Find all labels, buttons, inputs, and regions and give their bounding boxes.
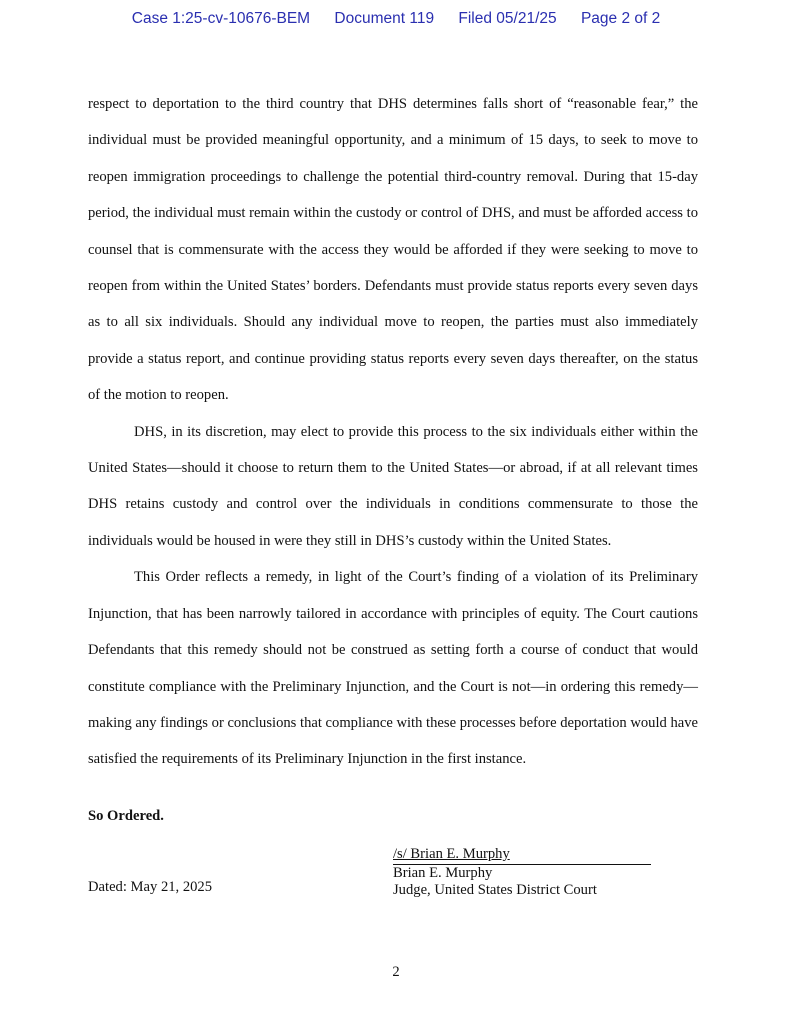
document-number: Document 119 — [334, 10, 435, 27]
dated-line: Dated: May 21, 2025 — [88, 879, 213, 895]
electronic-signature: /s/ Brian E. Murphy — [393, 846, 651, 865]
so-ordered: So Ordered. — [88, 808, 164, 824]
filed-date: Filed 05/21/25 — [458, 10, 557, 27]
paragraph-remedy: This Order reflects a remedy, in light of the Court’s finding of a violation of its Preliminary Injunction, that has been narrowly tailored in accordance with principles of equity. The Court cautions Defendants that this remedy should not be construed as setting forth a course of conduct that would constitute compliance with the Preliminary Injunction, and the Court is not—in ordering this remedy—making any findings or conclusions that compliance with these processes before deportation would have satisfied the requirements of its Preliminary Injunction in the first instance. — [88, 569, 698, 768]
judge-title: Judge, United States District Court — [393, 882, 597, 898]
case-number: Case 1:25-cv-10676-BEM — [131, 10, 311, 27]
paragraph-dhs-discretion: DHS, in its discretion, may elect to provide this process to the six individuals either within the United States—should it choose to return them to the United States—or abroad, if at all relevant times DHS retains custody and control over the individuals in conditions commensurate to those the individuals would be housed in were they still in DHS’s custody within the United States. — [88, 423, 698, 549]
order-body — [88, 86, 698, 778]
signature-block — [393, 846, 651, 900]
paragraph-continued: respect to deportation to the third country that DHS determines falls short of “reasonable fear,” the individual must be provided meaningful opportunity, and a minimum of 15 days, to seek to move to reopen immigration proceedings to challenge the potential third-country removal. During that 15-day period, the individual must remain within the custody or control of DHS, and must be afforded access to counsel that is commensurate with the access they would be afforded if they were seeking to move to reopen from within the United States’ borders. Defendants must provide status reports every seven days as to all six individuals. Should any individual move to reopen, the parties must also immediately provide a status report, and continue providing status reports every seven days thereafter, on the status of the motion to reopen. — [88, 96, 698, 404]
judge-name: Brian E. Murphy — [393, 864, 493, 881]
page-count: Page 2 of 2 — [580, 10, 661, 27]
ecf-header — [0, 10, 792, 28]
page-number: 2 — [392, 964, 400, 980]
